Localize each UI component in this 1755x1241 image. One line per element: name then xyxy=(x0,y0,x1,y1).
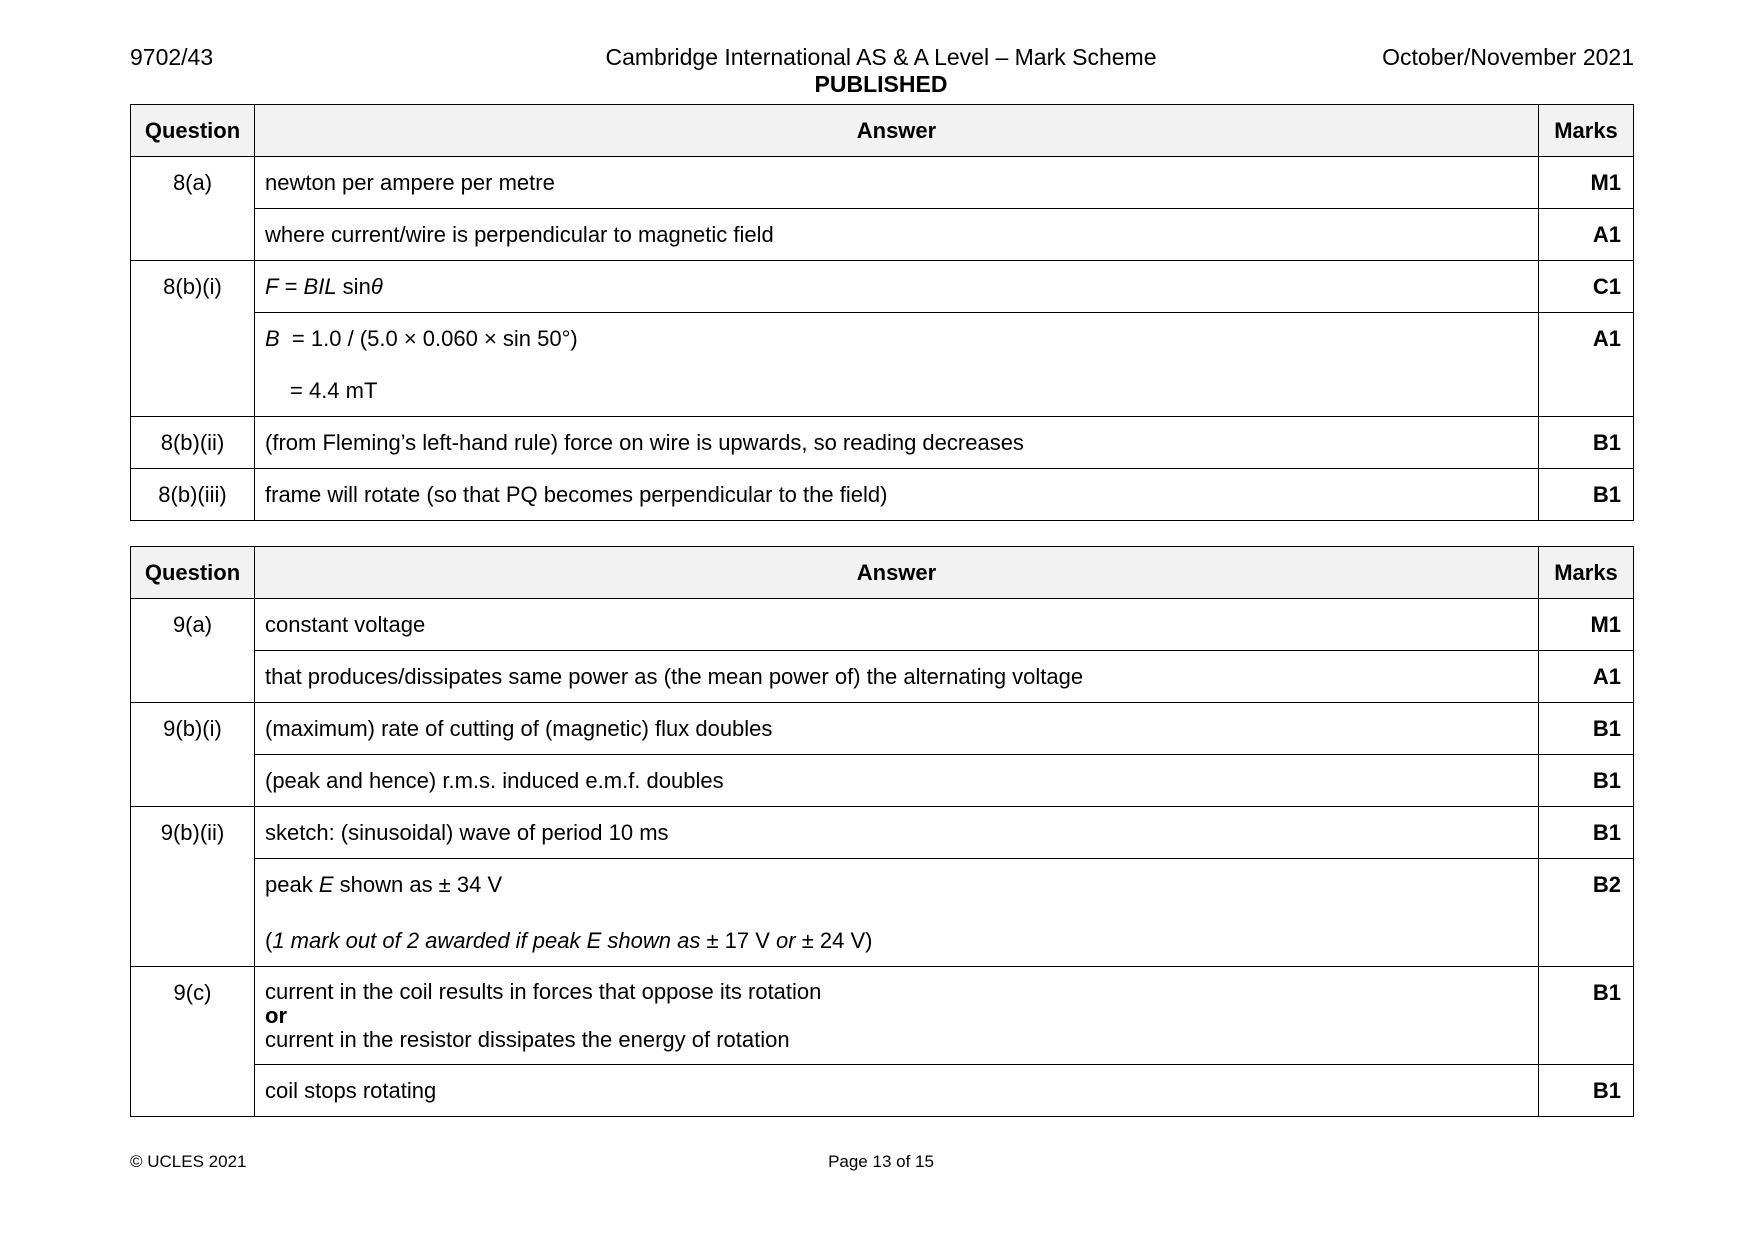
column-header-question: Question xyxy=(131,105,255,157)
answer-cell: frame will rotate (so that PQ becomes perpendicular to the field) xyxy=(255,469,1539,521)
marks-cell: M1 xyxy=(1539,157,1634,209)
answer-cell xyxy=(255,967,1539,1065)
table-row xyxy=(131,157,1634,209)
formula-symbol: θ xyxy=(370,274,383,299)
question-number: 8(b)(i) xyxy=(131,261,255,417)
answer-line: = 4.4 mT xyxy=(290,378,378,403)
table-header-row xyxy=(131,105,1634,157)
marks-cell: B2 xyxy=(1539,859,1634,967)
column-header-question: Question xyxy=(131,547,255,599)
table-row xyxy=(131,209,1634,261)
table-row xyxy=(131,1065,1634,1117)
note-text: ± 24 V) xyxy=(795,928,873,953)
page-number: Page 13 of 15 xyxy=(828,1152,934,1171)
marks-cell: B1 xyxy=(1539,417,1634,469)
question-number: 8(b)(ii) xyxy=(131,417,255,469)
column-header-answer: Answer xyxy=(255,547,1539,599)
table-row xyxy=(131,755,1634,807)
note-text-italic: 1 mark out of 2 awarded if peak E shown as xyxy=(272,928,701,953)
table-row xyxy=(131,651,1634,703)
answer-line: current in the resistor dissipates the energy of rotation xyxy=(265,1027,790,1052)
answer-cell: (maximum) rate of cutting of (magnetic) flux doubles xyxy=(255,703,1539,755)
answer-cell: coil stops rotating xyxy=(255,1065,1539,1117)
answer-cell: newton per ampere per metre xyxy=(255,157,1539,209)
exam-session: October/November 2021 xyxy=(1382,44,1634,70)
paper-code: 9702/43 xyxy=(130,44,214,70)
question-number: 9(a) xyxy=(131,599,255,703)
copyright: © UCLES 2021 xyxy=(130,1152,247,1171)
question-number: 8(a) xyxy=(131,157,255,261)
table-header-row xyxy=(131,547,1634,599)
marks-cell: B1 xyxy=(1539,755,1634,807)
table-row xyxy=(131,703,1634,755)
formula-text: = 1.0 / (5.0 × 0.060 × sin 50°) xyxy=(279,326,578,351)
answer-cell xyxy=(255,261,1539,313)
marks-cell: A1 xyxy=(1539,209,1634,261)
answer-line xyxy=(265,326,1528,352)
question-number: 9(b)(ii) xyxy=(131,807,255,967)
answer-cell: that produces/dissipates same power as (the mean power of) the alternating voltage xyxy=(255,651,1539,703)
table-row xyxy=(131,469,1634,521)
table-row xyxy=(131,261,1634,313)
formula-symbol: BIL xyxy=(303,274,337,299)
spacer xyxy=(265,352,1528,378)
formula-symbol: B xyxy=(265,326,280,351)
answer-cell xyxy=(255,313,1539,417)
answer-text: shown as ± 34 V xyxy=(333,872,503,897)
marks-cell: A1 xyxy=(1539,651,1634,703)
column-header-marks: Marks xyxy=(1539,105,1634,157)
formula-text: = xyxy=(278,274,304,299)
question-number: 9(b)(i) xyxy=(131,703,255,807)
note-text: ± 17 V xyxy=(700,928,777,953)
table-row xyxy=(131,313,1634,417)
formula-symbol: F xyxy=(265,274,279,299)
answer-cell xyxy=(255,859,1539,967)
question-number: 8(b)(iii) xyxy=(131,469,255,521)
formula-symbol: E xyxy=(318,872,334,897)
mark-scheme-table-q9 xyxy=(130,546,1634,1117)
answer-cell: (peak and hence) r.m.s. induced e.m.f. doubles xyxy=(255,755,1539,807)
answer-line xyxy=(265,872,1528,898)
examiner-note xyxy=(265,928,1528,954)
answer-cell: constant voltage xyxy=(255,599,1539,651)
spacer xyxy=(265,898,1528,928)
table-row xyxy=(131,807,1634,859)
question-number: 9(c) xyxy=(131,967,255,1117)
alternative-or: or xyxy=(265,1003,287,1028)
marks-cell: C1 xyxy=(1539,261,1634,313)
answer-line: current in the coil results in forces that oppose its rotation xyxy=(265,979,822,1004)
marks-cell: M1 xyxy=(1539,599,1634,651)
note-text: ( xyxy=(265,928,273,953)
marks-cell: B1 xyxy=(1539,967,1634,1065)
formula-text: sin xyxy=(336,274,371,299)
table-row xyxy=(131,417,1634,469)
marks-cell: A1 xyxy=(1539,313,1634,417)
answer-text: peak xyxy=(265,872,319,897)
mark-scheme-table-q8 xyxy=(130,104,1634,521)
answer-cell: (from Fleming’s left-hand rule) force on wire is upwards, so reading decreases xyxy=(255,417,1539,469)
marks-cell: B1 xyxy=(1539,703,1634,755)
column-header-answer: Answer xyxy=(255,105,1539,157)
marks-cell: B1 xyxy=(1539,469,1634,521)
document-title-text: Cambridge International AS & A Level – Mark Scheme xyxy=(605,44,1157,70)
table-row xyxy=(131,859,1634,967)
table-row xyxy=(131,967,1634,1065)
marks-cell: B1 xyxy=(1539,807,1634,859)
table-row xyxy=(131,599,1634,651)
answer-cell: where current/wire is perpendicular to magnetic field xyxy=(255,209,1539,261)
marks-cell: B1 xyxy=(1539,1065,1634,1117)
column-header-marks: Marks xyxy=(1539,547,1634,599)
published-label: PUBLISHED xyxy=(814,71,948,97)
answer-cell: sketch: (sinusoidal) wave of period 10 ms xyxy=(255,807,1539,859)
note-text-italic: or xyxy=(776,928,796,953)
